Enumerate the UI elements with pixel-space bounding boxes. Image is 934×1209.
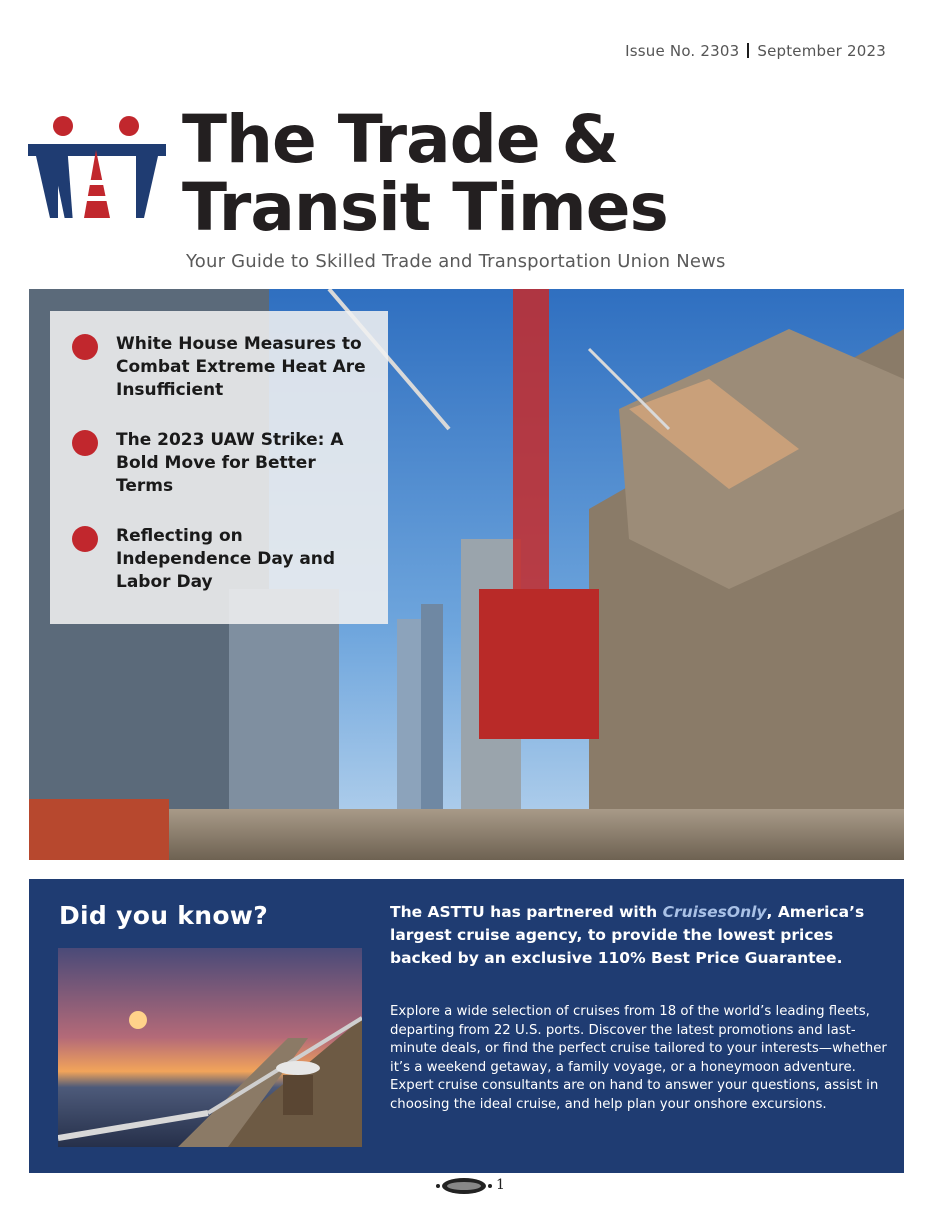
headline-item[interactable] <box>72 525 376 594</box>
headline-text: Reflecting on Independence Day and Labor Day <box>116 526 336 592</box>
did-you-know-lead <box>390 901 895 970</box>
issue-number: Issue No. 2303 <box>625 42 740 60</box>
bullet-icon <box>72 430 98 456</box>
headline-item[interactable] <box>72 333 376 402</box>
cruisesonly-brand: CruisesOnly <box>662 903 767 921</box>
issue-date: September 2023 <box>757 42 886 60</box>
issue-line <box>625 42 886 60</box>
did-you-know-body: Explore a wide selection of cruises from 18 of the world’s leading fleets, departing from 22 U.S. ports. Discover the latest promotions and last-minute deals, or find the perfect cruise tailored to your interests—whether it’s a weekend getaway, a family voyage, or a honeymoon adventure. Expert cruise consultants are on hand to answer your questions, assist in choosing the ideal cruise, and help plan your onshore excursions. <box>390 1004 887 1112</box>
lead-prefix: The ASTTU has partnered with <box>390 903 663 921</box>
tagline: Your Guide to Skilled Trade and Transportation Union News <box>186 251 726 272</box>
headline-item[interactable] <box>72 429 376 498</box>
bullet-icon <box>72 526 98 552</box>
union-workers-logo <box>28 114 166 224</box>
bullet-icon <box>72 334 98 360</box>
did-you-know-panel <box>29 879 904 1173</box>
issue-divider <box>747 43 749 58</box>
page-footer <box>434 1176 514 1196</box>
masthead-title <box>182 101 668 246</box>
lead-suffix: , America’s largest cruise agency, to provide the lowest prices backed by an exclusive 110% Best Price Guarantee. <box>390 903 865 967</box>
headline-text: White House Measures to Combat Extreme Heat Are Insufficient <box>116 334 366 400</box>
masthead-line-2: Transit Times <box>182 169 668 246</box>
headlines-panel <box>50 311 388 624</box>
page-number: 1 <box>496 1177 505 1193</box>
masthead-line-1: The Trade & <box>182 101 619 178</box>
headline-text: The 2023 UAW Strike: A Bold Move for Better Terms <box>116 430 344 496</box>
did-you-know-title: Did you know? <box>59 901 268 930</box>
cruise-deck-sunset-photo <box>58 948 362 1147</box>
ornament-icon <box>434 1176 494 1196</box>
